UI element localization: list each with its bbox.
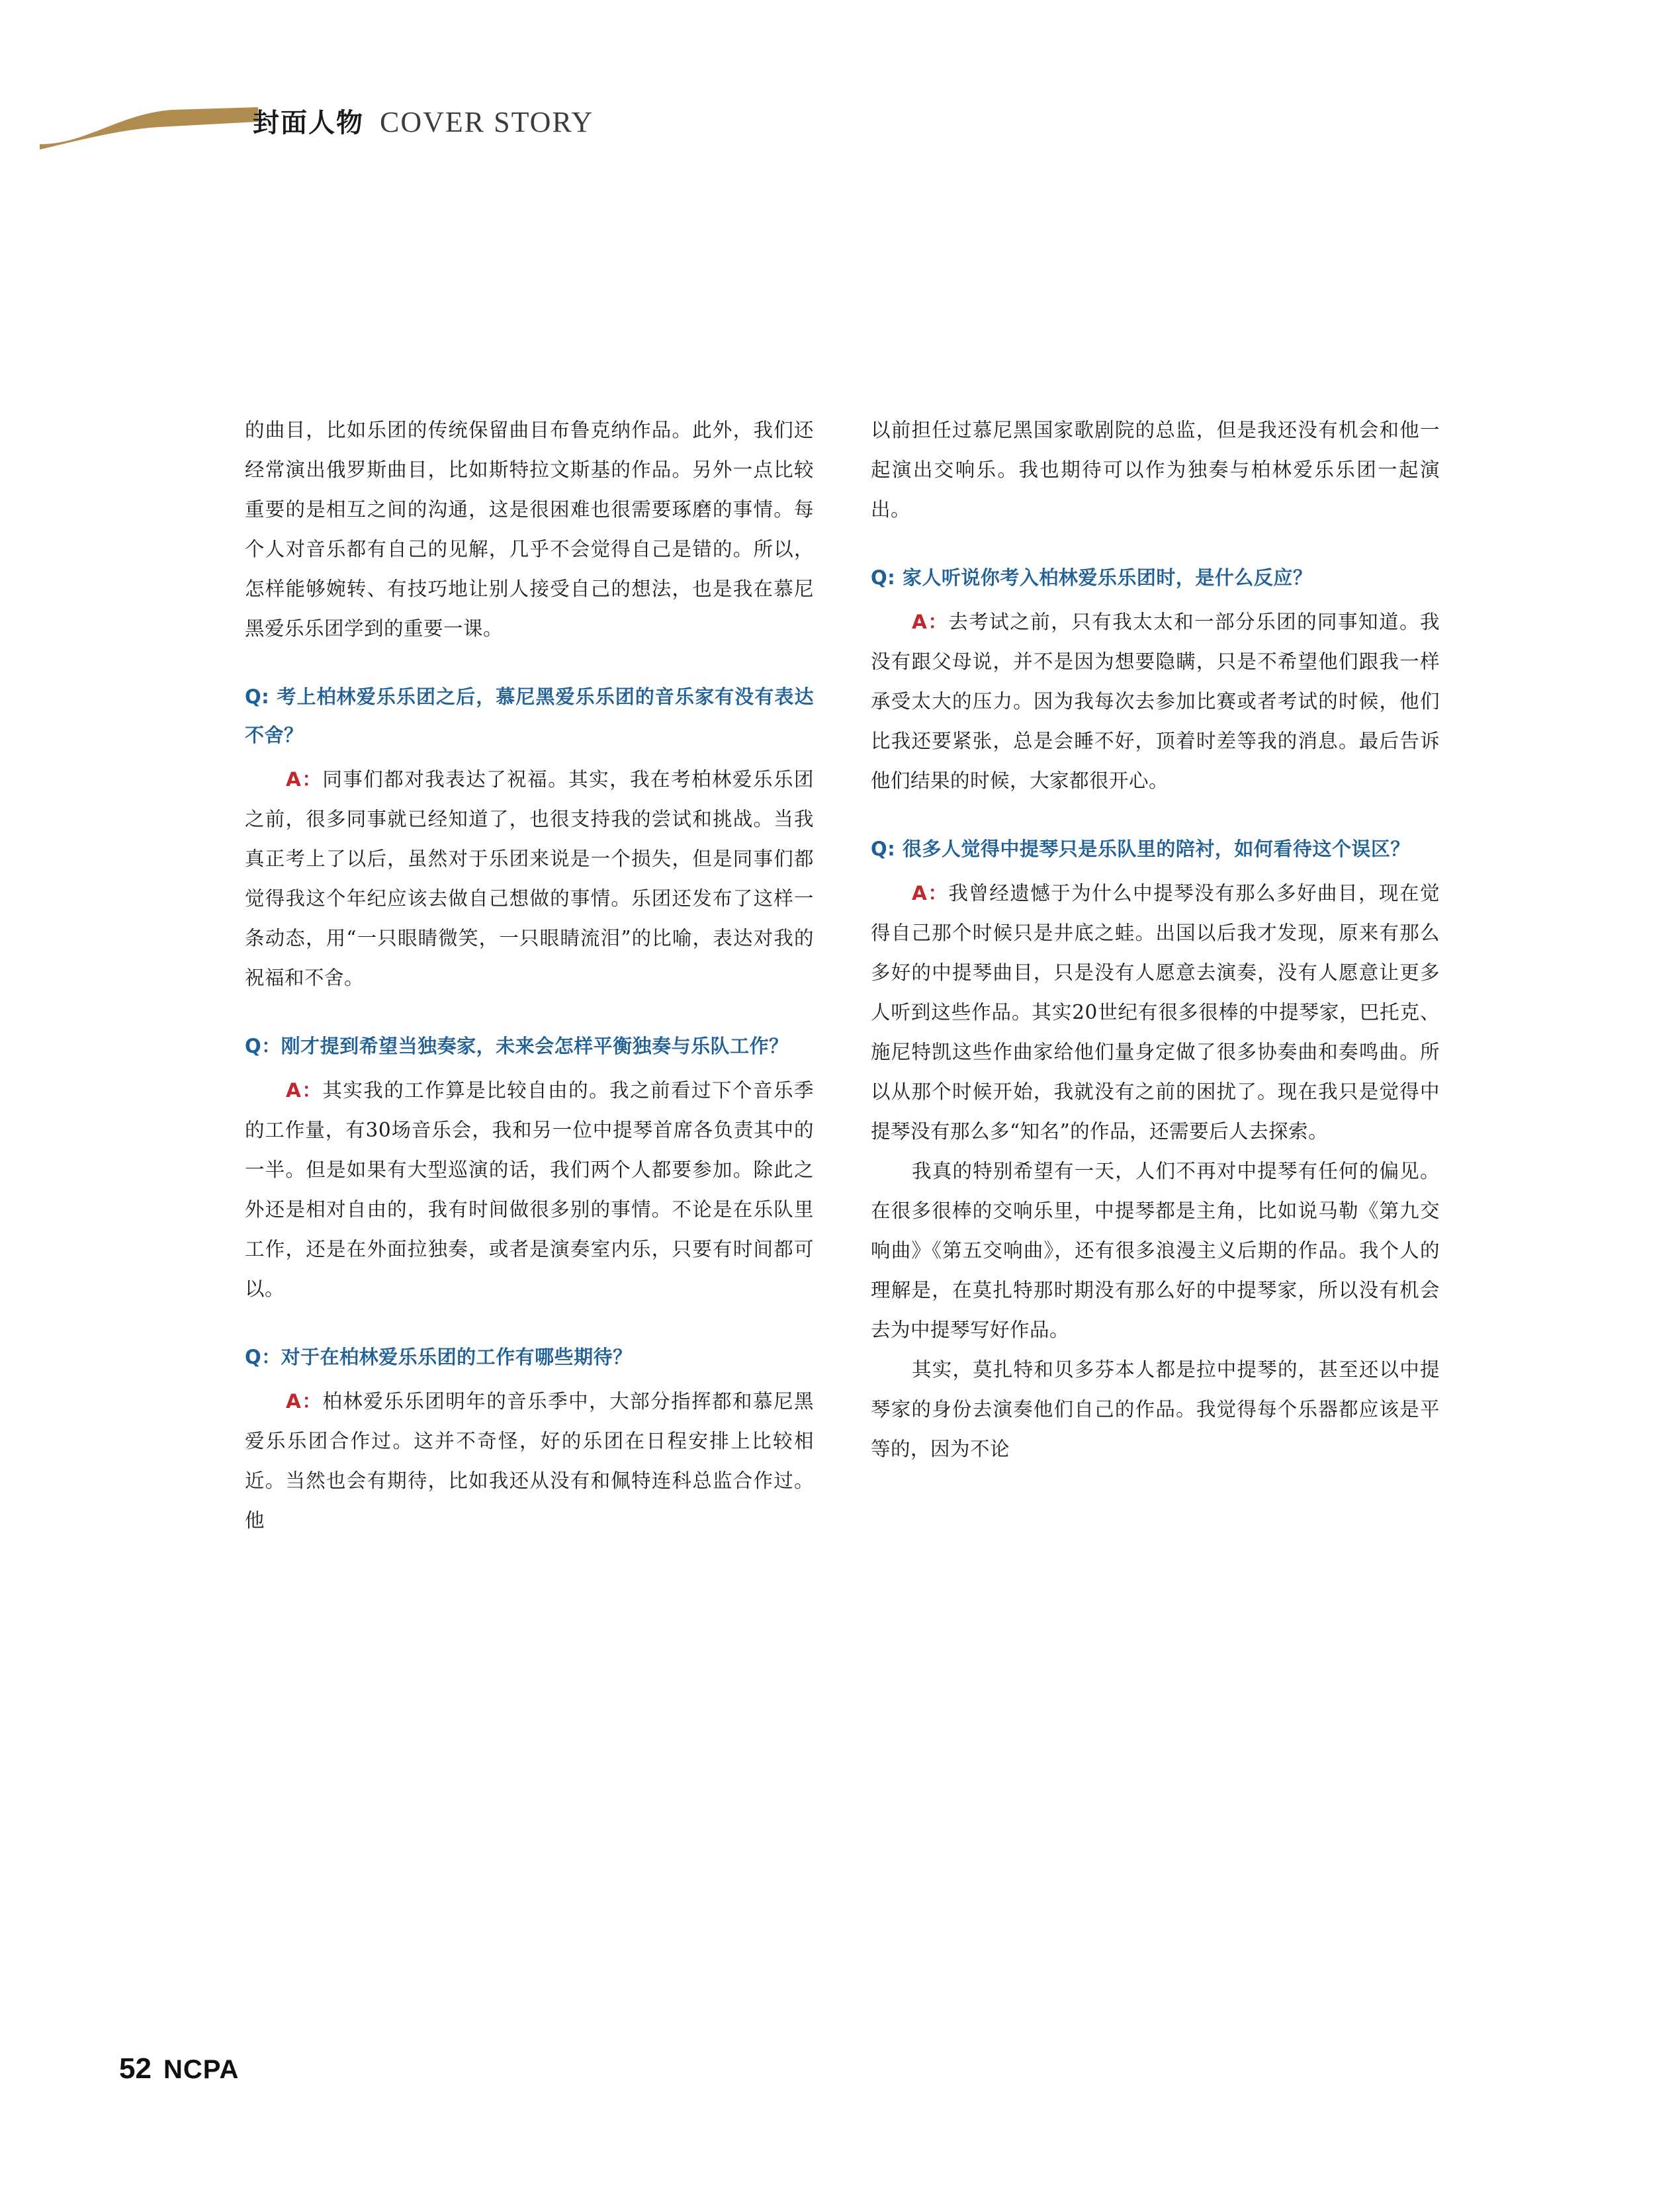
header-swoosh-graphic	[40, 107, 258, 151]
spacer	[245, 648, 814, 678]
page-number: 52	[119, 2052, 152, 2085]
answer-marker: A：	[286, 1079, 323, 1102]
article-body	[0, 410, 1680, 1540]
question-heading: Q：对于在柏林爱乐乐团的工作有哪些期待？	[245, 1346, 633, 1368]
spacer	[245, 1376, 814, 1381]
answer-marker: A：	[286, 768, 323, 791]
left-column	[245, 410, 814, 1540]
answer-text: 我曾经遗憾于为什么中提琴没有那么多好曲目，现在觉得自己那个时候只是井底之蛙。出国以后我才发现，原来有那么多好的中提琴曲目，只是没有人愿意去演奏，没有人愿意让更多人听到这些作品。其实20世纪有很多很棒的中提琴家，巴托克、施尼特凯这些作曲家给他们量身定做了很多协奏曲和奏鸣曲。所以从那个时候开始，我就没有之前的困扰了。现在我只是觉得中提琴没有那么多“知名”的作品，还需要后人去探索。	[871, 882, 1440, 1143]
spacer	[871, 597, 1440, 602]
publication-name: NCPA	[163, 2055, 240, 2084]
answer-paragraph	[245, 760, 814, 998]
answer-text: 其实我的工作算是比较自由的。我之前看过下个音乐季的工作量，有30场音乐会，我和另一位中提琴首席各负责其中的一半。但是如果有大型巡演的话，我们两个人都要参加。除此之外还是相对自由的，我有时间做很多别的事情。不论是在乐队里工作，还是在外面拉独奏，或者是演奏室内乐，只要有时间都可以。	[245, 1079, 814, 1300]
answer-paragraph	[245, 1071, 814, 1309]
answer-paragraph	[871, 873, 1440, 1151]
answer-paragraph	[245, 1381, 814, 1540]
answer-text: 柏林爱乐乐团明年的音乐季中，大部分指挥都和慕尼黑爱乐乐团合作过。这并不奇怪，好的乐团在日程安排上比较相近。当然也会有期待，比如我还从没有和佩特连科总监合作过。他	[245, 1390, 814, 1532]
header-chinese-label: 封面人物	[253, 108, 364, 138]
spacer	[871, 801, 1440, 830]
answer-paragraph	[871, 602, 1440, 801]
paragraph: 的曲目，比如乐团的传统保留曲目布鲁克纳作品。此外，我们还经常演出俄罗斯曲目，比如斯特拉文斯基的作品。另外一点比较重要的是相互之间的沟通，这是很困难也很需要琢磨的事情。每个人对音乐都有自己的见解，几乎不会觉得自己是错的。所以，怎样能够婉转、有技巧地让别人接受自己的想法，也是我在慕尼黑爱乐乐团学到的重要一课。	[245, 419, 814, 640]
answer-marker: A：	[286, 1390, 323, 1413]
spacer	[871, 529, 1440, 558]
question-heading: Q：刚才提到希望当独奏家，未来会怎样平衡独奏与乐队工作？	[245, 1035, 789, 1057]
page-header	[0, 93, 1680, 179]
answer-marker: A：	[912, 882, 949, 904]
paragraph: 其实，莫扎特和贝多芬本人都是拉中提琴的，甚至还以中提琴家的身份去演奏他们自己的作品。我觉得每个乐器都应该是平等的，因为不论	[871, 1358, 1440, 1460]
spacer	[871, 868, 1440, 873]
spacer	[245, 754, 814, 760]
answer-text: 同事们都对我表达了祝福。其实，我在考柏林爱乐乐团之前，很多同事就已经知道了，也很支持我的尝试和挑战。当我真正考上了以后，虽然对于乐团来说是一个损失，但是同事们都觉得我这个年纪应该去做自己想做的事情。乐团还发布了这样一条动态，用“一只眼睛微笑，一只眼睛流泪”的比喻，表达对我的祝福和不舍。	[245, 768, 814, 989]
answer-text: 去考试之前，只有我太太和一部分乐团的同事知道。我没有跟父母说，并不是因为想要隐瞒，只是不希望他们跟我一样承受太大的压力。因为我每次去参加比赛或者考试的时候，他们比我还要紧张，总是会睡不好，顶着时差等我的消息。最后告诉他们结果的时候，大家都很开心。	[871, 611, 1440, 792]
paragraph: 我真的特别希望有一天，人们不再对中提琴有任何的偏见。在很多很棒的交响乐里，中提琴都是主角，比如说马勒《第九交响曲》《第五交响曲》，还有很多浪漫主义后期的作品。我个人的理解是，在莫扎特那时期没有那么好的中提琴家，所以没有机会去为中提琴写好作品。	[871, 1160, 1440, 1341]
question-heading: Q: 家人听说你考入柏林爱乐乐团时，是什么反应？	[871, 566, 1313, 589]
spacer	[245, 1309, 814, 1338]
right-column	[871, 410, 1440, 1540]
question-heading: Q: 考上柏林爱乐乐团之后，慕尼黑爱乐乐团的音乐家有没有表达不舍？	[245, 685, 814, 746]
spacer	[245, 1065, 814, 1071]
answer-marker: A：	[912, 611, 949, 633]
question-heading: Q: 很多人觉得中提琴只是乐队里的陪衬，如何看待这个误区？	[871, 838, 1410, 860]
paragraph: 以前担任过慕尼黑国家歌剧院的总监，但是我还没有机会和他一起演出交响乐。我也期待可以作为独奏与柏林爱乐乐团一起演出。	[871, 419, 1440, 521]
spacer	[245, 998, 814, 1027]
page-footer	[119, 2052, 239, 2085]
header-english-label: COVER STORY	[380, 106, 594, 138]
header-labels	[253, 102, 594, 140]
